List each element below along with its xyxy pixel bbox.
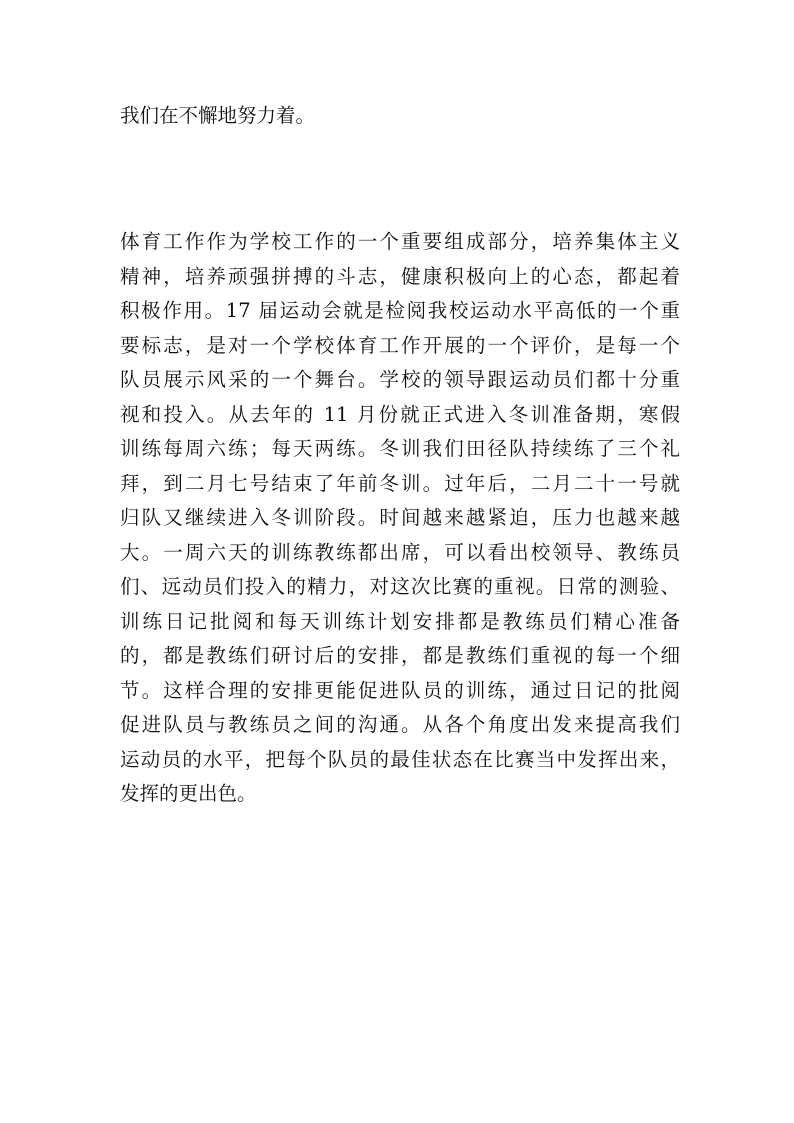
paragraph-line: 队员展示风采的一个舞台。学校的领导跟运动员们都十分重 xyxy=(120,368,680,391)
paragraph-line: 运动员的水平，把每个队员的最佳状态在比赛当中发挥出来， xyxy=(120,747,680,771)
paragraph-line: 促进队员与教练员之间的沟通。从各个角度出发来提高我们 xyxy=(120,713,680,736)
paragraph-line: 归队又继续进入冬训阶段。时间越来越紧迫，压力也越来越 xyxy=(120,506,680,529)
paragraph-line: 视和投入。从去年的 11 月份就正式进入冬训准备期，寒假 xyxy=(120,402,680,426)
paragraph-line: 要标志，是对一个学校体育工作开展的一个评价，是每一个 xyxy=(120,333,680,357)
paragraph-line: 精神，培养顽强拼搏的斗志，健康积极向上的心态，都起着 xyxy=(120,264,680,288)
paragraph-line: 发挥的更出色。 xyxy=(120,782,257,805)
paragraph-line: 训练每周六练；每天两练。冬训我们田径队持续练了三个礼 xyxy=(120,437,680,460)
paragraph-line: 我们在不懈地努力着。 xyxy=(120,104,316,127)
paragraph-line: 积极作用。17 届运动会就是检阅我校运动水平高低的一个重 xyxy=(120,299,680,322)
paragraph-line: 们、远动员们投入的精力，对这次比赛的重视。日常的测验、 xyxy=(120,575,680,598)
paragraph-line: 体育工作作为学校工作的一个重要组成部分，培养集体主义 xyxy=(120,230,680,253)
paragraph-2 xyxy=(120,225,680,812)
paragraph-1 xyxy=(120,99,680,134)
paragraph-line: 节。这样合理的安排更能促进队员的训练，通过日记的批阅 xyxy=(120,678,680,702)
paragraph-line: 的，都是教练们研讨后的安排，都是教练们重视的每一个细 xyxy=(120,644,680,667)
paragraph-line: 拜，到二月七号结束了年前冬训。过年后，二月二十一号就 xyxy=(120,471,680,495)
paragraph-line: 大。一周六天的训练教练都出席，可以看出校领导、教练员 xyxy=(120,540,680,564)
paragraph-line: 训练日记批阅和每天训练计划安排都是教练员们精心准备 xyxy=(120,609,680,633)
